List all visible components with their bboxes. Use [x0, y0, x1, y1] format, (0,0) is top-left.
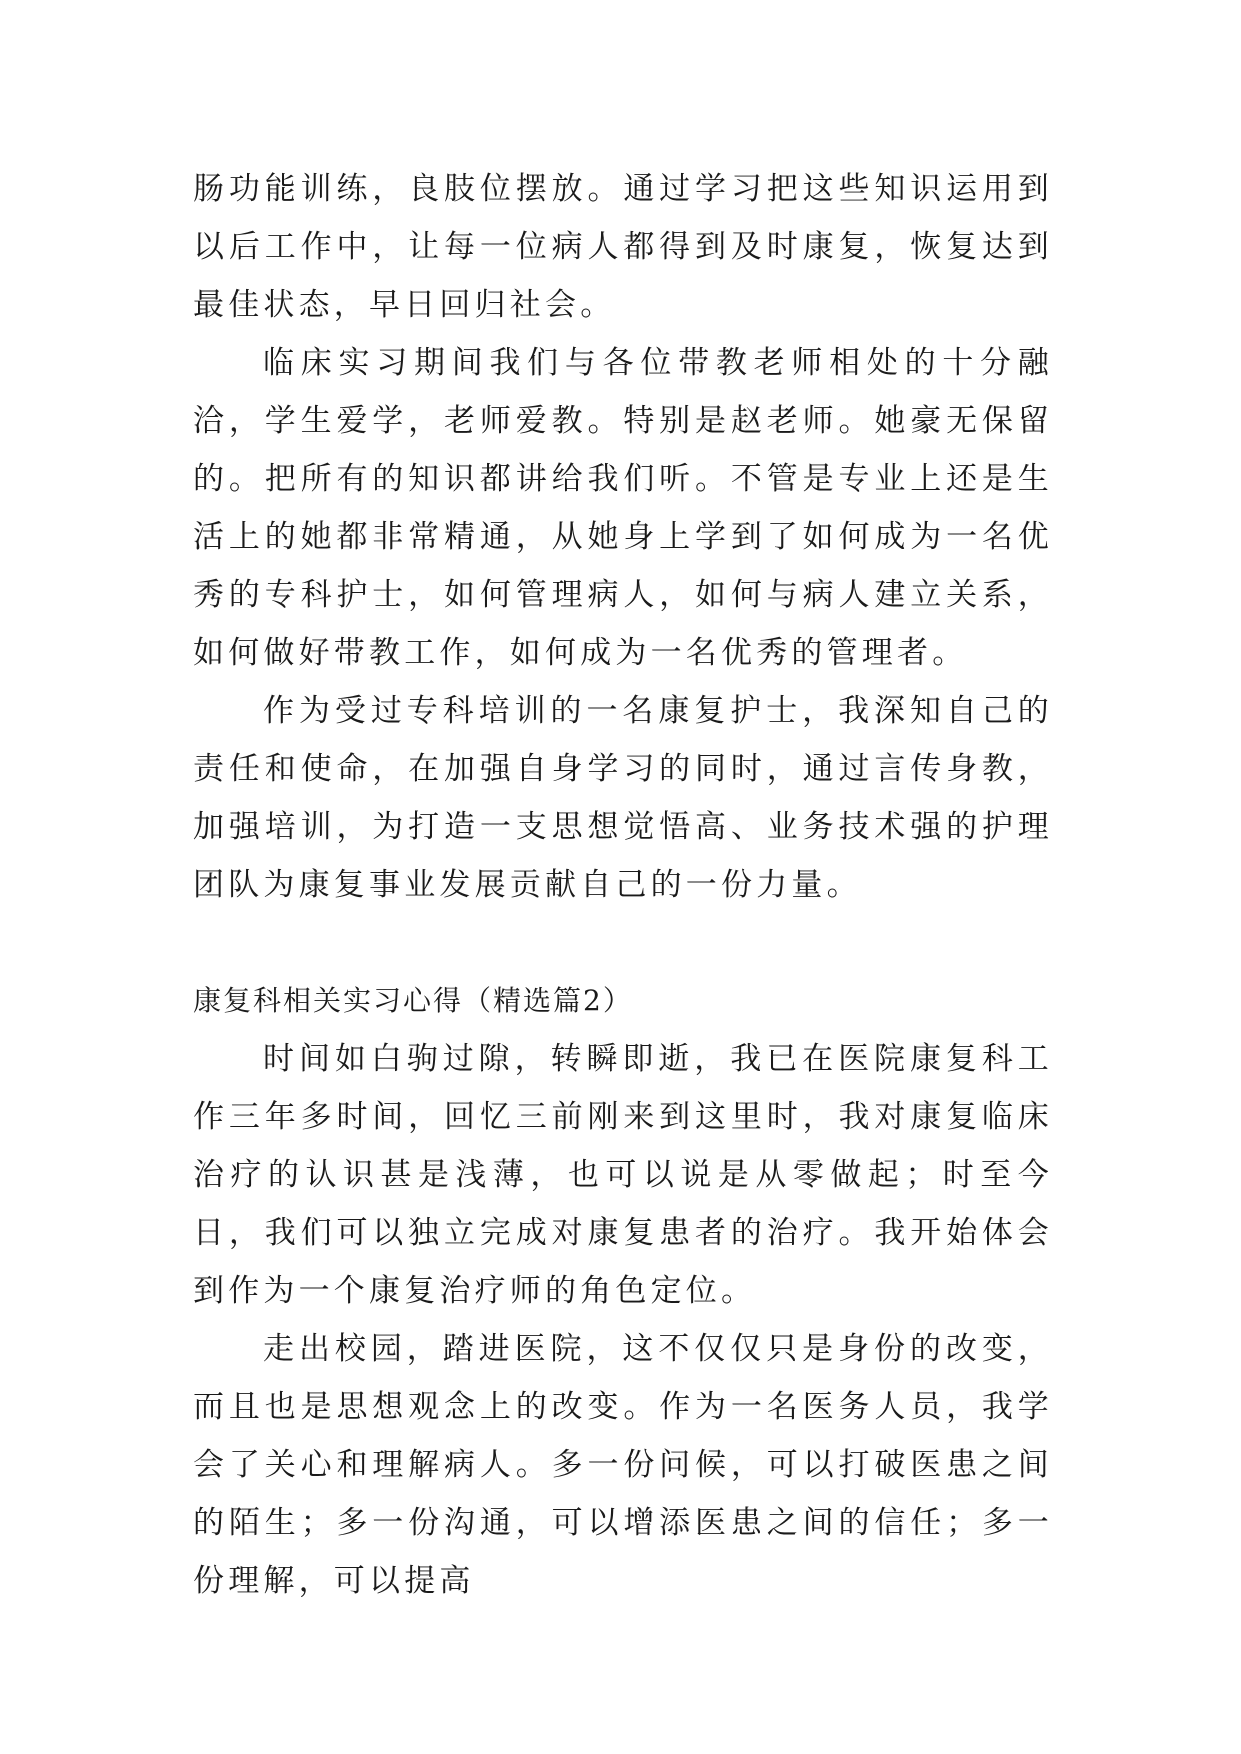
section-spacer: [193, 914, 1053, 972]
paragraph-responsibility: 作为受过专科培训的一名康复护士，我深知自己的责任和使命，在加强自身学习的同时，通过言传身教，加强培训，为打造一支思想觉悟高、业务技术强的护理团队为康复事业发展贡献自己的一份力量。: [193, 693, 1053, 903]
document-body: [193, 160, 1053, 1610]
section-title: 康复科相关实习心得（精选篇2）: [193, 984, 633, 1017]
paragraph-identity-change: 走出校园，踏进医院，这不仅仅只是身份的改变，而且也是思想观念上的改变。作为一名医务人员，我学会了关心和理解病人。多一份问候，可以打破医患之间的陌生；多一份沟通，可以增添医患之间的信任；多一份理解，可以提高: [193, 1331, 1053, 1599]
paragraph-teachers: 临床实习期间我们与各位带教老师相处的十分融洽，学生爱学，老师爱教。特别是赵老师。她豪无保留的。把所有的知识都讲给我们听。不管是专业上还是生活上的她都非常精通，从她身上学到了如何成为一名优秀的专科护士，如何管理病人，如何与病人建立关系，如何做好带教工作，如何成为一名优秀的管理者。: [193, 345, 1053, 671]
paragraph-continued: 肠功能训练，良肢位摆放。通过学习把这些知识运用到以后工作中，让每一位病人都得到及时康复，恢复达到最佳状态，早日回归社会。: [193, 171, 1053, 323]
paragraph-work-experience: 时间如白驹过隙，转瞬即逝，我已在医院康复科工作三年多时间，回忆三前刚来到这里时，我对康复临床治疗的认识甚是浅薄，也可以说是从零做起；时至今日，我们可以独立完成对康复患者的治疗。我开始体会到作为一个康复治疗师的角色定位。: [193, 1041, 1053, 1309]
